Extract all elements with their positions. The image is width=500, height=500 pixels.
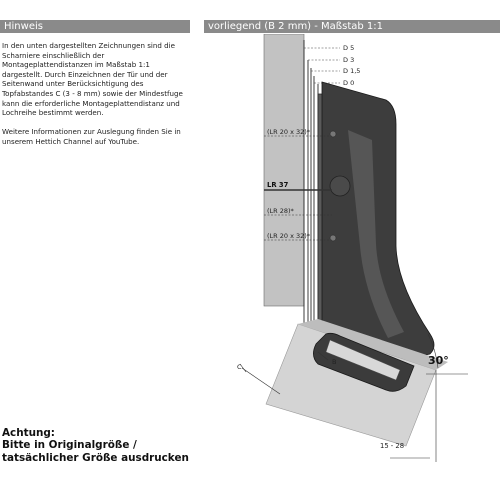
row-label-lr20x32-top: (LR 20 x 32)* [267, 128, 311, 136]
dimension-c-line [242, 368, 280, 394]
angle-label: 30° [428, 354, 449, 367]
hinge-knuckle [330, 176, 350, 196]
warning-line: Achtung: [2, 427, 55, 439]
distance-label-d15: D 1,5 [343, 67, 361, 75]
label-c: C [237, 363, 242, 371]
range-label: 15 - 28 [380, 442, 405, 450]
hinweis-header: Hinweis [0, 20, 190, 33]
instructions-paragraph: In den unten dargestellten Zeichnungen sind die Scharniere einschließlich der Montageplattendistanzen im Maßstab 1:1 dargestellt. Durch Einzeichnen der Tür und der Seitenwand unter Berücksichtigung des Topfabstandes C (3 - 8 mm) sowie der Mindestfuge kann die erforderliche Montageplattendistanz und Lochreihe bestimmt werden. [2, 41, 183, 118]
distance-label-d0: D 0 [343, 79, 355, 87]
row-label-lr20x32-bottom: (LR 20 x 32)* [267, 232, 311, 240]
hinge-arm [322, 82, 434, 364]
row-label-lr28: (LR 28)* [267, 207, 294, 215]
hinge-drawing [200, 34, 500, 474]
row-label-lr37: LR 37 [267, 181, 289, 189]
label-b: B [332, 358, 337, 366]
warning-line: Bitte in Originalgröße / [2, 439, 137, 452]
distance-lines [304, 40, 318, 332]
youtube-info-paragraph: Weitere Informationen zur Auslegung finden Sie in unserem Hettich Channel auf YouTube. [2, 127, 181, 146]
distance-label-d5: D 5 [343, 44, 355, 52]
level-lines [304, 48, 340, 83]
warning-line: tatsächlicher Größe ausdrucken [2, 451, 189, 464]
scale-header: vorliegend (B 2 mm) - Maßstab 1:1 [204, 20, 500, 33]
distance-label-d3: D 3 [343, 56, 355, 64]
instructions-text [2, 41, 192, 156]
print-warning [2, 427, 202, 464]
side-wall [264, 34, 304, 306]
